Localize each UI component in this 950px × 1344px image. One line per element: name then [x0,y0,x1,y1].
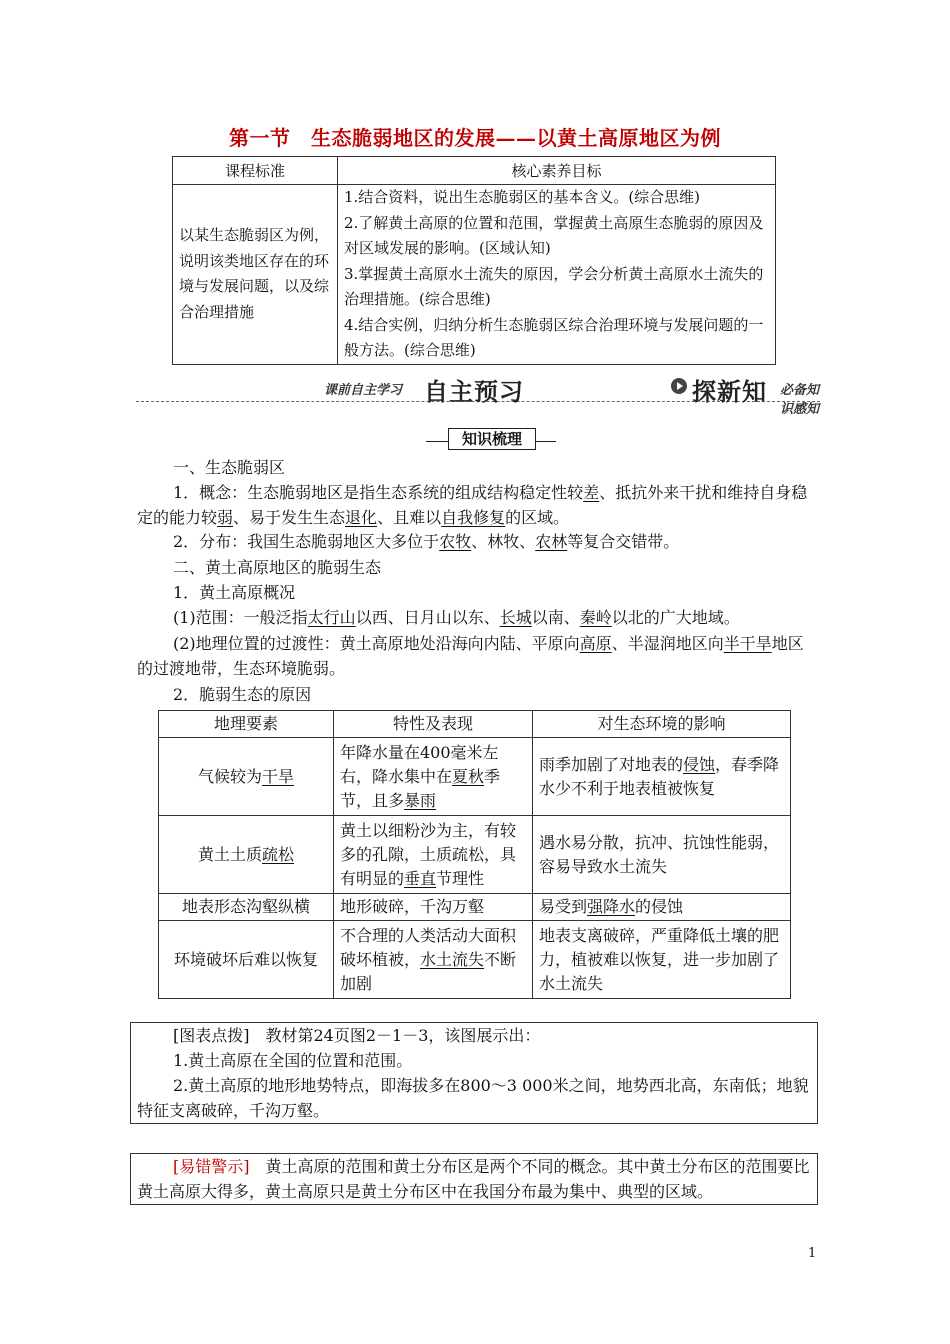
banner-right-label: 必备知识感知 [780,383,820,417]
warning-box [130,1153,818,1205]
reasons-table [158,710,791,999]
page-title: 第一节 生态脆弱地区的发展——以黄土高原地区为例 [229,126,721,150]
standards-table [172,156,776,365]
feature-cell: 年降水量在400毫米左右，降水集中在夏秋季节，且多暴雨 [334,738,533,816]
page-number: 1 [808,1246,817,1261]
impact-cell: 遇水易分散，抗冲、抗蚀性能弱，容易导致水土流失 [533,816,791,894]
knowledge-label: 知识梳理 [448,428,536,450]
impact-cell: 地表支离破碎，严重降低土壤的肥力，植被难以恢复，进一步加剧了水土流失 [533,921,791,999]
warning-text: 黄土高原的范围和黄土分布区是两个不同的概念。其中黄土分布区的范围要比黄土高原大得多，黄土高原只是黄土分布区中在我国分布最为集中、典型的区域。 [137,1157,810,1201]
goal-item: 1.结合资料，说出生态脆弱区的基本含义。(综合思维) [344,188,701,206]
goal-item: 4.结合实例，归纳分析生态脆弱区综合治理环境与发展问题的一般方法。(综合思维) [344,315,764,359]
paragraph-distribution: 2．分布：我国生态脆弱地区大多位于农牧、林牧、农林等复合交错带。 [173,532,680,551]
goal-item: 3.掌握黄土高原水土流失的原因，学会分析黄土高原水土流失的治理措施。(综合思维) [344,264,764,308]
factor-cell: 黄土土质疏松 [159,816,334,894]
figure-tip-item: 2.黄土高原的地形地势特点，即海拔多在800～3 000米之间，地势西北高，东南低；地貌特征支离破碎，千沟万壑。 [137,1076,809,1120]
table-row [159,816,791,894]
figure-tip-item: 1.黄土高原在全国的位置和范围。 [173,1051,413,1070]
section-banner [136,372,820,417]
paragraph-transition: (2)地理位置的过渡性：黄土高原地处沿海向内陆、平原向高原、半湿润地区向半干旱地区的过渡地带，生态环境脆弱。 [137,634,804,678]
figure-tip-lead: [图表点拨] 教材第24页图2－1－3，该图展示出： [173,1026,541,1045]
goals-col-header: 核心素养目标 [338,157,776,185]
section-heading: 二、黄土高原地区的脆弱生态 [173,558,382,577]
table-header: 地理要素 [159,711,334,738]
sub-heading: 2．脆弱生态的原因 [173,685,312,704]
factor-cell: 环境破坏后难以恢复 [159,921,334,999]
table-header: 特性及表现 [334,711,533,738]
knowledge-label-box [426,428,556,450]
impact-cell: 雨季加剧了对地表的侵蚀，春季降水少不利于地表植被恢复 [533,738,791,816]
sub-heading: 1．黄土高原概况 [173,583,296,602]
banner-title-a: 自主预习 [424,378,524,406]
feature-cell: 地形破碎，千沟万壑 [334,894,533,921]
warning-label: [易错警示] [173,1157,250,1176]
table-header: 对生态环境的影响 [533,711,791,738]
paragraph-range: (1)范围：一般泛指太行山以西、日月山以东、长城以南、秦岭以北的广大地域。 [173,608,740,627]
banner-left-label: 课前自主学习 [324,383,403,398]
feature-cell: 不合理的人类活动大面积破坏植被，水土流失不断加剧 [334,921,533,999]
paragraph-concept: 1．概念：生态脆弱地区是指生态系统的组成结构稳定性较差、抵抗外来干扰和维持自身稳定的能力较弱、易于发生生态退化、且难以自我修复的区域。 [137,483,808,527]
feature-cell: 黄土以细粉沙为主，有较多的孔隙，土质疏松，具有明显的垂直节理性 [334,816,533,894]
goal-item: 2.了解黄土高原的位置和范围，掌握黄土高原生态脆弱的原因及对区域发展的影响。(区域认知) [344,213,764,257]
factor-cell: 地表形态沟壑纵横 [159,894,334,921]
table-row [159,894,791,921]
figure-tip-box [130,1022,818,1124]
arrow-icon [671,378,687,394]
standards-col-header: 课程标准 [173,157,338,185]
table-row [159,738,791,816]
table-row [159,921,791,999]
impact-cell: 易受到强降水的侵蚀 [533,894,791,921]
banner-title-b: 探新知 [692,378,767,406]
factor-cell: 气候较为干旱 [159,738,334,816]
goals-cell [338,185,776,365]
section-heading: 一、生态脆弱区 [173,458,286,477]
standard-cell: 以某生态脆弱区为例，说明该类地区存在的环境与发展问题，以及综合治理措施 [173,185,338,365]
